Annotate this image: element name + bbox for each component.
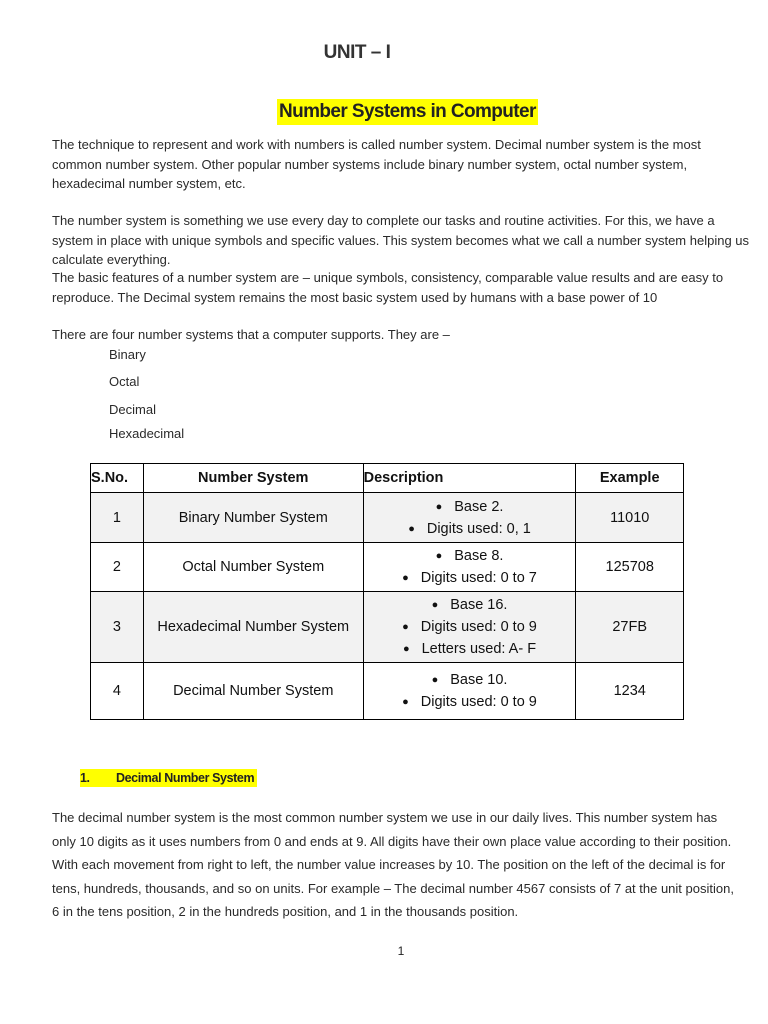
cell-system: Binary Number System xyxy=(143,493,363,543)
cell-description xyxy=(363,543,576,592)
intro-paragraph-4: There are four number systems that a computer supports. They are – xyxy=(52,327,450,342)
cell-description xyxy=(363,663,576,720)
table-row xyxy=(91,663,684,720)
cell-example: 27FB xyxy=(576,592,684,663)
description-bullet xyxy=(364,545,576,567)
table-row xyxy=(91,543,684,592)
description-bullet xyxy=(364,594,576,616)
header-number-system: Number System xyxy=(143,464,363,493)
header-example: Example xyxy=(576,464,684,493)
header-sno: S.No. xyxy=(91,464,144,493)
cell-system: Hexadecimal Number System xyxy=(143,592,363,663)
section-number: 1. xyxy=(80,771,90,785)
description-bullet xyxy=(364,518,576,540)
intro-paragraph-2: The number system is something we use every day to complete our tasks and routine activities. For this, we have a system in place with unique symbols and specific values. This system becomes what we call a number system helping us calculate everything. xyxy=(52,213,750,267)
cell-example: 1234 xyxy=(576,663,684,720)
number-systems-table xyxy=(90,463,684,720)
bullet-text: Base 2. xyxy=(454,498,504,515)
bullet-dot-icon: ● xyxy=(402,572,409,584)
intro-paragraph-3: The basic features of a number system are – unique symbols, consistency, comparable value results and are easy to reproduce. The Decimal system remains the most basic system used by humans with a base power of 10 xyxy=(52,270,724,305)
cell-sno: 4 xyxy=(91,663,144,720)
section-heading xyxy=(80,769,257,787)
description-bullet xyxy=(364,691,576,713)
bullet-dot-icon: ● xyxy=(435,500,443,513)
bullet-text: Digits used: 0 to 9 xyxy=(420,619,537,635)
unit-heading: UNIT – I xyxy=(323,42,391,63)
description-bullet xyxy=(364,496,576,518)
bullet-text: Base 16. xyxy=(450,597,508,613)
cell-system: Octal Number System xyxy=(143,543,363,592)
bullet-dot-icon: ● xyxy=(431,674,439,686)
cell-sno: 3 xyxy=(91,592,144,663)
bullet-text: Digits used: 0 to 7 xyxy=(420,570,537,586)
bullet-dot-icon: ● xyxy=(402,643,410,655)
list-item-hexadecimal: Hexadecimal xyxy=(109,426,185,441)
list-item-binary: Binary xyxy=(109,347,146,362)
description-bullet xyxy=(364,567,576,589)
section-body-paragraph: The decimal number system is the most common number system we use in our daily lives. This number system has only 10 digits as it uses numbers from 0 and ends at 9. All digits have their own place value according to their position. With each movement from right to left, the number value increases by 10. The position on the left of the decimal is for tens, hundreds, thousands, and so on units. For example – The decimal number 4567 consists of 7 at the unit position, 6 in the tens position, 2 in the hundreds position, and 1 in the thousands position. xyxy=(52,810,734,920)
section-title: Decimal Number System xyxy=(116,771,255,785)
description-bullet xyxy=(364,638,576,660)
cell-description xyxy=(363,493,576,543)
table-header-row xyxy=(91,464,684,493)
bullet-dot-icon: ● xyxy=(402,621,409,633)
document-title: Number Systems in Computer xyxy=(277,99,538,125)
description-bullet xyxy=(364,669,576,691)
intro-paragraph-1: The technique to represent and work with numbers is called number system. Decimal number system is the most common number system. Other popular number systems include binary number system, octal number system, hexadecimal number system, etc. xyxy=(52,137,701,191)
cell-example: 11010 xyxy=(576,493,684,543)
bullet-text: Base 10. xyxy=(450,672,508,688)
bullet-dot-icon: ● xyxy=(402,696,409,708)
cell-sno: 2 xyxy=(91,543,144,592)
bullet-dot-icon: ● xyxy=(408,522,415,535)
header-description: Description xyxy=(363,464,576,493)
cell-description xyxy=(363,592,576,663)
bullet-text: Letters used: A- F xyxy=(421,641,537,657)
cell-system: Decimal Number System xyxy=(143,663,363,720)
list-item-octal: Octal xyxy=(109,374,140,389)
bullet-dot-icon: ● xyxy=(435,550,443,562)
bullet-text: Base 8. xyxy=(454,548,504,564)
bullet-text: Digits used: 0, 1 xyxy=(426,520,531,537)
cell-example: 125708 xyxy=(576,543,684,592)
description-bullet xyxy=(364,616,576,638)
page-number: 1 xyxy=(397,944,405,958)
bullet-text: Digits used: 0 to 9 xyxy=(420,694,537,710)
bullet-dot-icon: ● xyxy=(431,599,439,611)
list-item-decimal: Decimal xyxy=(109,402,156,417)
cell-sno: 1 xyxy=(91,493,144,543)
table-row xyxy=(91,493,684,543)
table-row xyxy=(91,592,684,663)
